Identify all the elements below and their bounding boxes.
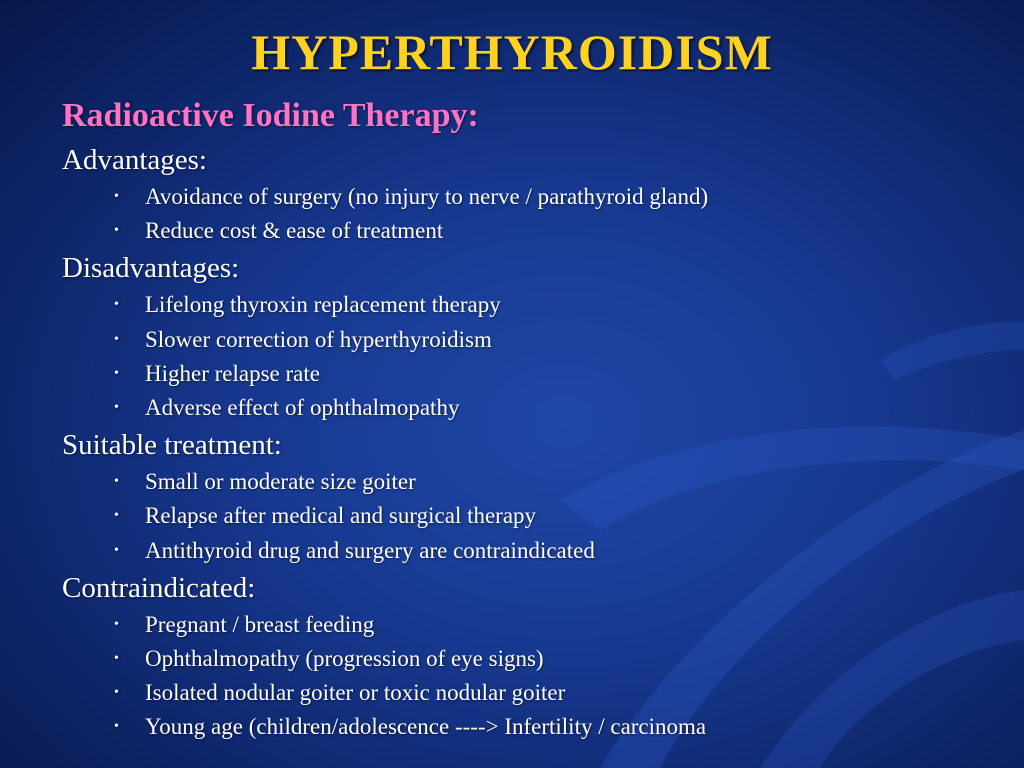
bullet-dot-icon: • — [114, 651, 119, 667]
list-item-text: Higher relapse rate — [145, 360, 320, 386]
section-heading: Suitable treatment: — [62, 429, 282, 462]
list-item — [112, 357, 1002, 391]
list-item — [112, 180, 1002, 214]
list-item-text: Young age (children/adolescence ----> Infertility / carcinoma — [145, 714, 707, 740]
list-item-text: Small or moderate size goiter — [145, 469, 416, 495]
bullet-dot-icon: • — [114, 331, 119, 347]
list-item — [112, 465, 1002, 499]
bullet-dot-icon: • — [114, 616, 119, 632]
list-item — [112, 534, 1002, 568]
bullet-dot-icon: • — [114, 474, 119, 490]
list-item-text: Reduce cost & ease of treatment — [145, 218, 444, 244]
list-item-text: Ophthalmopathy (progression of eye signs) — [145, 646, 544, 672]
bullet-list — [62, 180, 1002, 248]
list-item — [112, 710, 1002, 744]
list-item-text: Pregnant / breast feeding — [145, 611, 375, 637]
list-item — [112, 214, 1002, 248]
list-item — [112, 288, 1002, 322]
list-item-text: Lifelong thyroxin replacement therapy — [145, 292, 501, 318]
list-item-text: Adverse effect of ophthalmopathy — [145, 395, 460, 421]
list-item-text: Avoidance of surgery (no injury to nerve / parathyroid gland) — [145, 184, 709, 209]
bullet-dot-icon: • — [114, 508, 119, 524]
section-heading: Advantages: — [62, 144, 207, 176]
bullet-list — [62, 608, 1002, 745]
bullet-dot-icon: • — [114, 719, 119, 735]
list-item-text: Antithyroid drug and surgery are contraindicated — [145, 537, 595, 563]
bullet-dot-icon: • — [114, 223, 119, 239]
bullet-dot-icon: • — [114, 297, 119, 313]
section — [62, 140, 1002, 248]
section-heading: Disadvantages: — [62, 252, 240, 285]
list-item — [112, 391, 1002, 425]
list-item-text: Relapse after medical and surgical therapy — [145, 503, 537, 529]
section — [62, 568, 1002, 745]
bullet-dot-icon: • — [114, 542, 119, 558]
slide-title: HYPERTHYROIDISM — [251, 24, 773, 80]
list-item — [112, 323, 1002, 357]
bullet-dot-icon: • — [114, 365, 119, 381]
list-item-text: Slower correction of hyperthyroidism — [145, 326, 492, 352]
bullet-list — [62, 288, 1002, 425]
list-item — [112, 642, 1002, 676]
list-item — [112, 676, 1002, 710]
section — [62, 248, 1002, 425]
section — [62, 425, 1002, 568]
section-heading: Contraindicated: — [62, 571, 256, 604]
bullet-dot-icon: • — [114, 189, 119, 204]
list-item — [112, 608, 1002, 642]
bullet-list — [62, 465, 1002, 568]
list-item — [112, 499, 1002, 533]
bullet-dot-icon: • — [114, 685, 119, 701]
bullet-dot-icon: • — [114, 400, 119, 416]
slide-subtitle: Radioactive Iodine Therapy: — [62, 97, 479, 134]
list-item-text: Isolated nodular goiter or toxic nodular goiter — [145, 680, 566, 706]
slide-content — [62, 140, 1002, 745]
